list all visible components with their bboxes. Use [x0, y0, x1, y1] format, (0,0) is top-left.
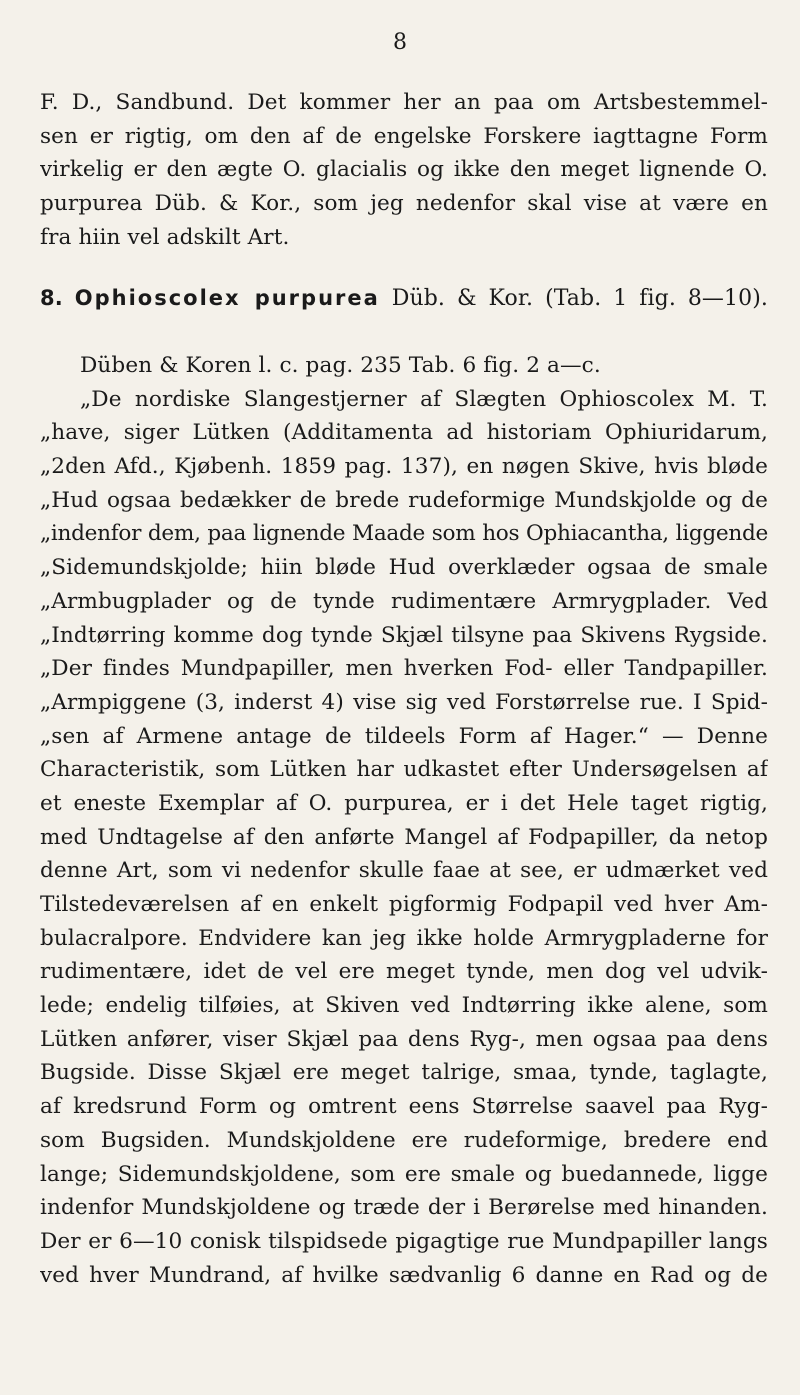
text-line: ved hver Mundrand, af hvilke sædvanlig 6 danne en Rad og de [40, 1262, 768, 1288]
text-line: „Indtørring komme dog tynde Skjæl tilsyne paa Skivens Rygside. [40, 622, 768, 648]
section-number: 8. [40, 286, 63, 310]
text-line: Lütken anfører, viser Skjæl paa dens Ryg-, men ogsaa paa dens [40, 1026, 768, 1052]
text-line: bulacralpore. Endvidere kan jeg ikke holde Armrygpladerne for [40, 925, 768, 951]
species-authority: Düb. & Kor. (Tab. 1 fig. 8—10). [391, 286, 769, 311]
text-line: rudimentære, idet de vel ere meget tynde, men dog vel udvik- [40, 959, 768, 985]
text-line: med Undtagelse af den anførte Mangel af Fodpapiller, da netop [40, 824, 768, 850]
paragraph-intro [40, 86, 768, 254]
text-line: lede; endelig tilføies, at Skiven ved Indtørring ikke alene, som [40, 993, 768, 1019]
species-heading [40, 282, 768, 318]
text-line: „have, siger Lütken (Additamenta ad historiam Ophiuridarum, [40, 420, 768, 446]
text-line: denne Art, som vi nedenfor skulle faae at see, er udmærket ved [40, 858, 768, 884]
text-line: „Armpiggene (3, inderst 4) vise sig ved Forstørrelse rue. I Spid- [40, 689, 768, 715]
text-line: Characteristik, som Lütken har udkastet efter Undersøgelsen af [40, 757, 768, 783]
text-line: som Bugsiden. Mundskjoldene ere rudeformige, bredere end [40, 1127, 768, 1153]
section-heading [40, 282, 768, 318]
text-line: F. D., Sandbund. Det kommer her an paa om Artsbestemmel- [40, 90, 768, 115]
reference-line: Düben & Koren l. c. pag. 235 Tab. 6 fig. 2 a—c. [80, 353, 601, 378]
text-line: sen er rigtig, om den af de engelske Forskere iagttagne Form [40, 123, 768, 149]
text-line: „Hud ogsaa bedækker de brede rudeformige Mundskjolde og de [40, 487, 768, 513]
text-line: virkelig er den ægte O. glacialis og ikke den meget lignende O. [40, 157, 768, 183]
text-line: „De nordiske Slangestjerner af Slægten Ophioscolex M. T. [80, 386, 768, 412]
text-line: purpurea Düb. & Kor., som jeg nedenfor skal vise at være en [40, 191, 768, 217]
text-line: „Der findes Mundpapiller, men hverken Fod- eller Tandpapiller. [40, 656, 768, 682]
text-line: „Armbugplader og de tynde rudimentære Armrygplader. Ved [40, 588, 768, 614]
text-line: fra hiin vel adskilt Art. [40, 224, 290, 250]
text-line: „indenfor dem, paa lignende Maade som hos Ophiacantha, liggende [40, 521, 768, 547]
text-line: lange; Sidemundskjoldene, som ere smale og buedannede, ligge [40, 1161, 768, 1187]
text-line: „sen af Armene antage de tildeels Form af Hager.“ — Denne [40, 723, 768, 749]
text-line: „Sidemundskjolde; hiin bløde Hud overklæder ogsaa de smale [40, 555, 768, 581]
text-line: af kredsrund Form og omtrent eens Størrelse saavel paa Ryg- [40, 1094, 768, 1120]
text-line: Bugside. Disse Skjæl ere meget talrige, smaa, tynde, taglagte, [40, 1060, 768, 1086]
text-line: indenfor Mundskjoldene og træde der i Berørelse med hinanden. [40, 1195, 768, 1221]
text-line: Tilstedeværelsen af en enkelt pigformig Fodpapil ved hver Am- [40, 892, 768, 917]
paragraph-description [40, 349, 768, 1292]
species-name: Ophioscolex purpurea [74, 286, 380, 310]
text-line: Der er 6—10 conisk tilspidsede pigagtige rue Mundpapiller langs [40, 1228, 768, 1254]
text-line: „2den Afd., Kjøbenh. 1859 pag. 137), en nøgen Skive, hvis bløde [40, 454, 768, 480]
page-number: 8 [393, 30, 407, 55]
text-line: et eneste Exemplar af O. purpurea, er i det Hele taget rigtig, [40, 790, 768, 816]
